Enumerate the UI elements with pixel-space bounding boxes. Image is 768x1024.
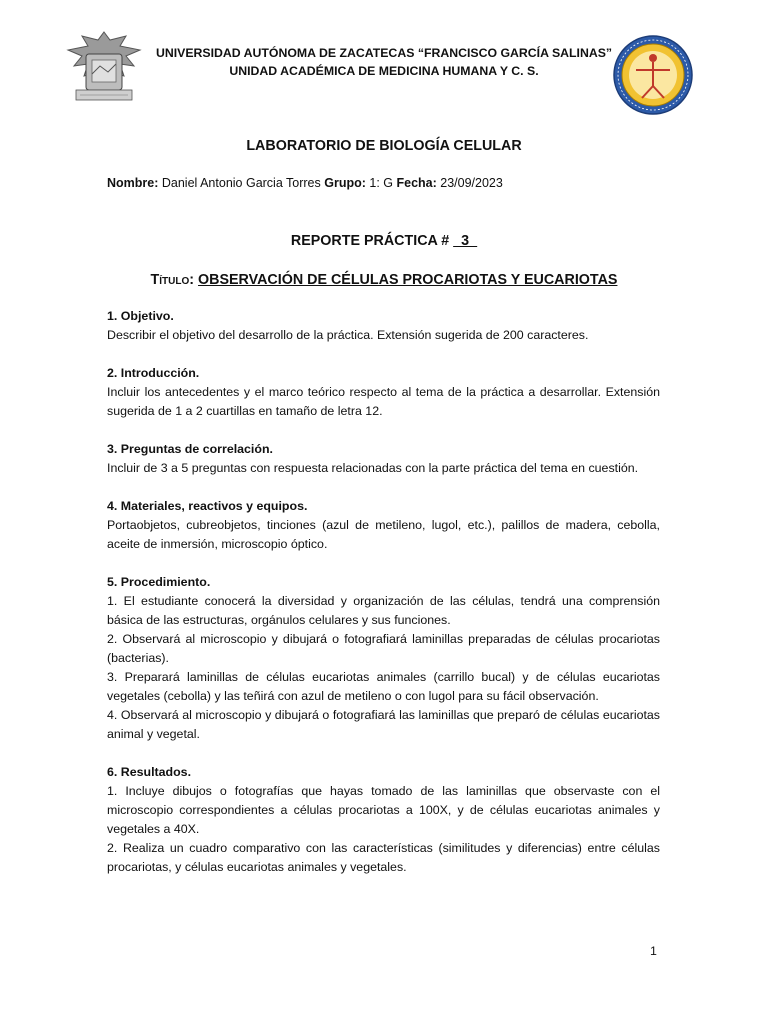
procedure-step: 1. El estudiante conocerá la diversidad y organización de las células, tendrá una comprensión básica de las estructuras, orgánulos celulares y sus funciones. xyxy=(107,594,660,627)
section-text: Incluir los antecedentes y el marco teórico respecto al tema de la práctica a desarrollar. Extensión sugerida de 1 a 2 cuartillas en tamaño de letra 12. xyxy=(107,385,660,418)
result-item: 2. Realiza un cuadro comparativo con las características (similitudes y diferencias) entre células procariotas, y células eucariotas animales y vegetales. xyxy=(107,841,660,874)
section-heading: 6. Resultados. xyxy=(107,765,192,779)
lab-title: LABORATORIO DE BIOLOGÍA CELULAR xyxy=(246,138,522,154)
university-name: UNIVERSIDAD AUTÓNOMA DE ZACATECAS “FRANCISCO GARCÍA SALINAS” xyxy=(155,46,613,60)
faculty-logo xyxy=(612,34,694,116)
nombre-value: Daniel Antonio Garcia Torres xyxy=(158,176,325,190)
titulo-label: Título: xyxy=(150,272,195,288)
fecha-label: Fecha: xyxy=(396,176,437,190)
section-text: Portaobjetos, cubreobjetos, tinciones (azul de metileno, lugol, etc.), palillos de madera, cebolla, aceite de inmersión, microscopio óptico. xyxy=(107,518,660,551)
section-procedimiento xyxy=(107,573,660,744)
section-materiales xyxy=(107,497,660,554)
grupo-label: Grupo: xyxy=(324,176,366,190)
section-heading: 1. Objetivo. xyxy=(107,309,174,323)
section-resultados xyxy=(107,763,660,877)
section-heading: 5. Procedimiento. xyxy=(107,575,211,589)
titulo-text: OBSERVACIÓN DE CÉLULAS PROCARIOTAS Y EUCARIOTAS xyxy=(198,272,618,288)
nombre-label: Nombre: xyxy=(107,176,159,190)
report-prefix: REPORTE PRÁCTICA # xyxy=(290,233,454,249)
section-text: Incluir de 3 a 5 preguntas con respuesta relacionadas con la parte práctica del tema en cuestión. xyxy=(107,461,639,475)
fecha-value: 23/09/2023 xyxy=(436,176,503,190)
result-item: 1. Incluye dibujos o fotografías que hayas tomado de las laminillas que observaste con el microscopio correspondientes a células procariotas a 100X, y de células eucariotas animales y vegetales a 40X. xyxy=(107,784,660,836)
report-heading xyxy=(0,233,768,249)
university-seal-logo xyxy=(64,30,144,106)
section-introduccion xyxy=(107,364,660,421)
section-heading: 4. Materiales, reactivos y equipos. xyxy=(107,499,308,513)
section-heading: 2. Introducción. xyxy=(107,366,200,380)
procedure-step: 3. Preparará laminillas de células eucariotas animales (carrillo bucal) y de células eucariotas vegetales (cebolla) y las teñirá con azul de metileno o con lugol para su fácil observación. xyxy=(107,670,660,703)
report-number: _3_ xyxy=(453,233,478,249)
section-heading: 3. Preguntas de correlación. xyxy=(107,442,273,456)
procedure-step: 2. Observará al microscopio y dibujará o fotografiará laminillas preparadas de células procariotas (bacterias). xyxy=(107,632,660,665)
practice-title xyxy=(0,272,768,288)
institution-header xyxy=(150,44,618,80)
section-preguntas xyxy=(107,440,660,478)
student-info xyxy=(107,176,503,190)
procedure-step: 4. Observará al microscopio y dibujará o fotografiará las laminillas que preparó de células eucariotas animal y vegetal. xyxy=(107,708,660,741)
section-objetivo xyxy=(107,307,660,345)
academic-unit-name: UNIDAD ACADÉMICA DE MEDICINA HUMANA Y C. S. xyxy=(229,64,539,78)
section-text: Describir el objetivo del desarrollo de la práctica. Extensión sugerida de 200 caracteres. xyxy=(107,328,589,342)
grupo-value: 1: G xyxy=(365,176,397,190)
page-number: 1 xyxy=(650,944,657,958)
report-sections xyxy=(107,307,660,896)
